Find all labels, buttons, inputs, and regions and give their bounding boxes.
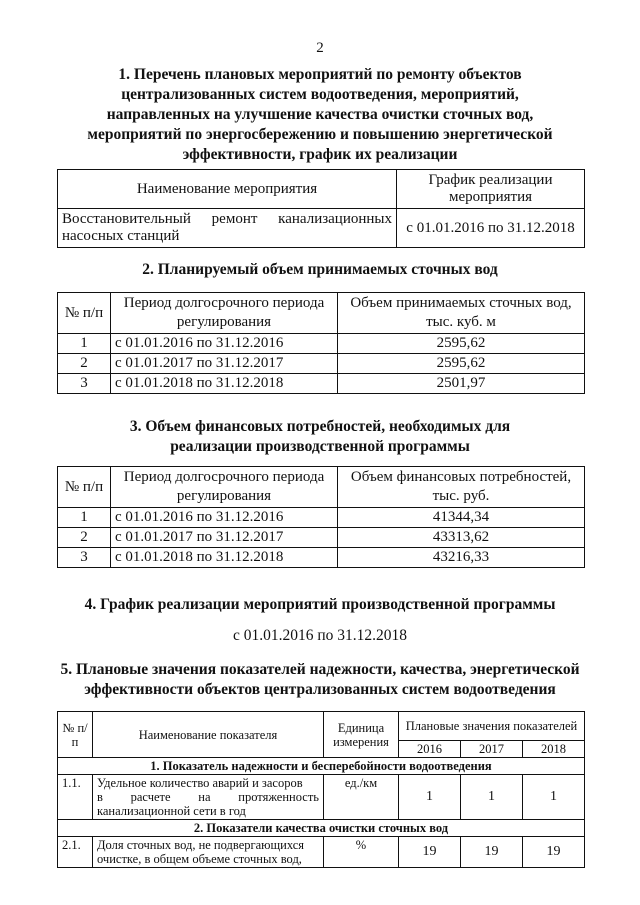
header-volume: Объем принимаемых сточных вод, тыс. куб. м xyxy=(338,293,585,334)
table-row: 3 с 01.01.2018 по 31.12.2018 2501,97 xyxy=(58,374,585,394)
measure-name: Восстановительный ремонт канализационных насосных станций xyxy=(58,209,397,248)
group-title-quality: 2. Показатели качества очистки сточных вод xyxy=(58,820,585,837)
header-period: Период долгосрочного периода регулирования xyxy=(111,293,338,334)
section5-title: 5. Плановые значения показателей надежности, качества, энергетической эффективности объектов централизованных систем водоотведения xyxy=(60,661,580,698)
table-row: 3 с 01.01.2018 по 31.12.2018 43216,33 xyxy=(58,548,585,568)
measures-table xyxy=(57,169,585,248)
page-number: 2 xyxy=(316,40,324,56)
measure-schedule: с 01.01.2016 по 31.12.2018 xyxy=(397,209,585,248)
indicators-table xyxy=(57,711,585,868)
header-financial-needs: Объем финансовых потребностей, тыс. руб. xyxy=(338,467,585,508)
header-year-2018: 2018 xyxy=(523,741,585,758)
financial-needs-table xyxy=(57,466,585,568)
header-unit: Единица измерения xyxy=(324,712,399,758)
table-row: 2 с 01.01.2017 по 31.12.2017 2595,62 xyxy=(58,354,585,374)
section4-period: с 01.01.2016 по 31.12.2018 xyxy=(232,627,408,644)
table-row: 1 с 01.01.2016 по 31.12.2016 41344,34 xyxy=(58,508,585,528)
table-row: 1 с 01.01.2016 по 31.12.2016 2595,62 xyxy=(58,334,585,354)
section1-title: 1. Перечень плановых мероприятий по ремонту объектов централизованных систем водоотведения, мероприятий, направленных на улучшение качества очистки сточных вод, мероприятий по энергосбережению и повышению энергетической эффективности, график их реализации xyxy=(87,66,553,163)
section4-title: 4. График реализации мероприятий производственной программы xyxy=(84,596,556,613)
header-number: № п/п xyxy=(58,712,93,758)
header-number: № п/п xyxy=(58,293,111,334)
header-schedule: График реализации мероприятия xyxy=(397,170,585,209)
table-row: 1.1. Удельное количество аварий и засоров в расчете на протяженность канализационной сети в год ед./км 1 1 1 xyxy=(58,775,585,820)
wastewater-volume-table xyxy=(57,292,585,394)
section3-title: 3. Объем финансовых потребностей, необходимых для реализации производственной программы xyxy=(129,418,511,455)
indicator-name: Удельное количество аварий и засоров в расчете на протяженность канализационной сети в год xyxy=(93,775,324,820)
group-title-reliability: 1. Показатель надежности и бесперебойности водоотведения xyxy=(58,758,585,775)
header-indicator-name: Наименование показателя xyxy=(93,712,324,758)
header-year-2016: 2016 xyxy=(399,741,461,758)
header-number: № п/п xyxy=(58,467,111,508)
header-period: Период долгосрочного периода регулирования xyxy=(111,467,338,508)
indicator-name: Доля сточных вод, не подвергающихся очистке, в общем объеме сточных вод, xyxy=(93,837,324,868)
header-planned-values: Плановые значения показателей xyxy=(399,712,585,741)
section2-title: 2. Планируемый объем принимаемых сточных вод xyxy=(142,261,498,278)
header-year-2017: 2017 xyxy=(461,741,523,758)
table-row: 2 с 01.01.2017 по 31.12.2017 43313,62 xyxy=(58,528,585,548)
table-row: 2.1. Доля сточных вод, не подвергающихся очистке, в общем объеме сточных вод, % 19 19 19 xyxy=(58,837,585,868)
header-measure-name: Наименование мероприятия xyxy=(58,170,397,209)
table-row xyxy=(58,209,585,248)
